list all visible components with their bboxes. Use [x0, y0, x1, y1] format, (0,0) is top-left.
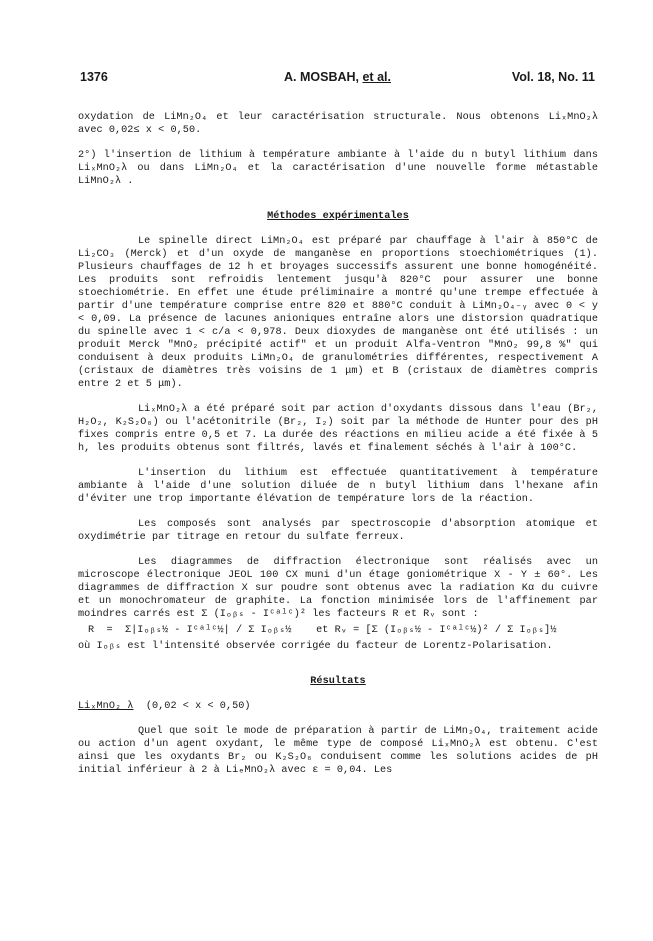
running-header	[80, 70, 595, 88]
paragraph-oxidation: oxydation de LiMn₂O₄ et leur caractérisation structurale. Nous obtenons LiₓMnO₂λ avec 0,02≤ x < 0,50.	[78, 112, 598, 136]
paragraph-iobs-note: où Iₒᵦₛ est l'intensité observée corrigée du facteur de Lorentz-Polarisation.	[78, 641, 553, 652]
paragraph-insertion-item: 2°) l'insertion de lithium à température ambiante à l'aide du n butyl lithium dans LiₓMnO₂λ ou dans LiMn₂O₄ et la caractérisation d'une nouvelle forme métastable LiMnO₂λ .	[78, 150, 598, 187]
section-heading-methods: Méthodes expérimentales	[267, 211, 409, 222]
page-number: 1376	[80, 70, 108, 84]
equation-r-factors: R = Σ|Iₒᵦₛ½ - Iᶜᵃˡᶜ½| / Σ Iₒᵦₛ½ et Rᵥ = [Σ (Iₒᵦₛ½ - Iᶜᵃˡᶜ½)² / Σ Iₒᵦₛ]½	[88, 625, 557, 636]
paragraph-results: Quel que soit le mode de préparation à partir de LiMn₂O₄, traitement acide ou action d'un agent oxydant, le même type de composé LiₓMnO₂λ est obtenu. C'est ainsi que les oxydants Br₂ ou K₂S₂O₈ conduisent comme les solutions acides de pH initial inférieur à 2 à LiₑMnO₂λ avec ε = 0,04. Les	[78, 726, 598, 776]
paragraph-diffraction: Les diagrammes de diffraction électronique sont réalisés avec un microscope électronique JEOL 100 CX muni d'un étage goniométrique X - Y ± 60°. Les diagrammes de diffraction X sur poudre sont obtenus avec la radiation Kα du cuivre et un monochromateur de graphite. La fonction minimisée lors de l'affinement par moindres carrés est Σ (Iₒᵦₛ - Iᶜᵃˡᶜ)² les facteurs R et Rᵥ sont :	[78, 557, 598, 620]
paragraph-preparation: LiₓMnO₂λ a été préparé soit par action d'oxydants dissous dans l'eau (Br₂, H₂O₂, K₂S₂O₈) ou l'acétonitrile (Br₂, I₂) soit par la méthode de Hunter pour des pH fixes compris entre 0,5 et 7. La durée des réactions en milieu acide a été fixée à 5 h, les produits obtenus sont filtrés, lavés et finalement séchés à l'air à 100°C.	[78, 404, 598, 454]
section-heading-results: Résultats	[310, 676, 366, 687]
paragraph-spinel: Le spinelle direct LiMn₂O₄ est préparé par chauffage à l'air à 850°C de Li₂CO₃ (Merck) et d'un oxyde de manganèse en proportions stoechiométriques (1). Plusieurs chauffages de 12 h et broyages successifs assurent une bonne homogénéité. Les produits sont refroidis lentement jusqu'à 820°C pour assurer une bonne stoechiométrie. En effet une étude préliminaire a montré qu'une trempe effectuée à partir d'une température comprise entre 820 et 880°C conduit à LiMn₂O₄₋ᵧ avec 0 < y < 0,09. La présence de lacunes anioniques entraîne alors une distorsion quadratique du spinelle avec 1 < c/a < 0,978. Deux dioxydes de manganèse ont été utilisés : un produit Merck "MnO₂ précipité actif" et un produit Alfa-Ventron "MnO₂ 99,8 %" qui conduisent à deux produits LiMn₂O₄ de granulométries différentes, respectivement A (cristaux de diamètres très voisins de 1 μm) et B (cristaux de diamètres compris entre 2 et 5 μm).	[78, 236, 598, 390]
author-name: A. MOSBAH,	[284, 70, 363, 84]
paragraph-analysis: Les composés sont analysés par spectroscopie d'absorption atomique et oxydimétrie par titrage en retour du sulfate ferreux.	[78, 519, 598, 543]
paragraph-lithium-insertion: L'insertion du lithium est effectuée quantitativement à température ambiante à l'aide d'une solution diluée de n butyl lithium dans l'hexane afin d'éviter une trop importante élévation de température lors de la réaction.	[78, 468, 598, 505]
subheading-compound	[78, 700, 598, 713]
subheading-label: LiₓMnO₂ λ	[78, 701, 134, 712]
volume-info: Vol. 18, No. 11	[511, 70, 595, 84]
author-etal: et al.	[362, 70, 391, 84]
article-body	[78, 111, 598, 777]
subheading-range: (0,02 < x < 0,50)	[145, 701, 251, 712]
